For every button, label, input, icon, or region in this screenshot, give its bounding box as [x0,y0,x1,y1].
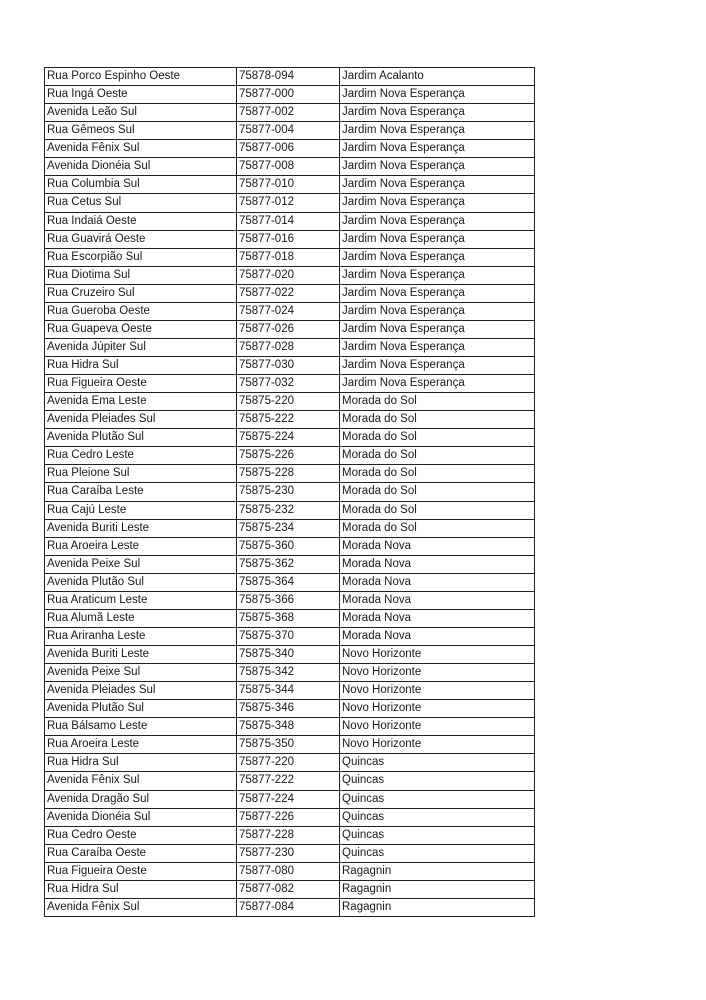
table-row [45,790,535,808]
neighborhood-cell: Jardim Nova Esperança [340,176,535,194]
neighborhood-cell: Jardim Nova Esperança [340,302,535,320]
street-cell: Rua Caraíba Leste [45,483,237,501]
cep-cell: 75877-004 [237,122,340,140]
cep-cell: 75877-002 [237,104,340,122]
cep-cell: 75878-094 [237,68,340,86]
neighborhood-cell: Quincas [340,808,535,826]
table-row [45,104,535,122]
street-cell: Avenida Fênix Sul [45,898,237,916]
neighborhood-cell: Morada Nova [340,627,535,645]
table-row [45,68,535,86]
cep-cell: 75877-230 [237,844,340,862]
cep-cell: 75877-000 [237,86,340,104]
neighborhood-cell: Morada do Sol [340,501,535,519]
cep-cell: 75875-222 [237,411,340,429]
neighborhood-cell: Novo Horizonte [340,700,535,718]
street-cell: Rua Gueroba Oeste [45,302,237,320]
street-cell: Rua Hidra Sul [45,754,237,772]
street-cell: Rua Guapeva Oeste [45,320,237,338]
neighborhood-cell: Morada Nova [340,537,535,555]
cep-cell: 75877-222 [237,772,340,790]
table-row [45,302,535,320]
street-cell: Rua Gêmeos Sul [45,122,237,140]
cep-cell: 75875-226 [237,447,340,465]
street-cell: Rua Porco Espinho Oeste [45,68,237,86]
neighborhood-cell: Morada Nova [340,573,535,591]
street-cell: Rua Cajú Leste [45,501,237,519]
neighborhood-cell: Morada do Sol [340,447,535,465]
street-cell: Rua Bálsamo Leste [45,718,237,736]
neighborhood-cell: Novo Horizonte [340,682,535,700]
cep-cell: 75877-008 [237,158,340,176]
neighborhood-cell: Jardim Nova Esperança [340,86,535,104]
table-row [45,880,535,898]
street-cell: Avenida Plutão Sul [45,573,237,591]
street-cell: Rua Hidra Sul [45,880,237,898]
neighborhood-cell: Jardim Nova Esperança [340,320,535,338]
cep-cell: 75875-224 [237,429,340,447]
table-row [45,501,535,519]
cep-cell: 75875-368 [237,609,340,627]
table-row [45,158,535,176]
table-row [45,284,535,302]
street-cell: Avenida Pleiades Sul [45,411,237,429]
table-row [45,338,535,356]
cep-cell: 75875-362 [237,555,340,573]
cep-cell: 75875-348 [237,718,340,736]
street-cell: Avenida Dragão Sul [45,790,237,808]
street-cell: Avenida Fênix Sul [45,140,237,158]
cep-cell: 75875-364 [237,573,340,591]
street-cell: Rua Aroeira Leste [45,537,237,555]
neighborhood-cell: Jardim Nova Esperança [340,357,535,375]
cep-cell: 75875-220 [237,393,340,411]
street-cell: Avenida Plutão Sul [45,429,237,447]
neighborhood-cell: Jardim Nova Esperança [340,122,535,140]
table-row [45,212,535,230]
neighborhood-cell: Novo Horizonte [340,646,535,664]
neighborhood-cell: Jardim Acalanto [340,68,535,86]
street-cell: Rua Ariranha Leste [45,627,237,645]
table-row [45,844,535,862]
neighborhood-cell: Quincas [340,754,535,772]
neighborhood-cell: Morada Nova [340,591,535,609]
table-row [45,754,535,772]
table-row [45,266,535,284]
table-row [45,483,535,501]
neighborhood-cell: Jardim Nova Esperança [340,230,535,248]
cep-cell: 75875-342 [237,664,340,682]
cep-cell: 75875-346 [237,700,340,718]
table-row [45,609,535,627]
street-cell: Rua Cedro Oeste [45,826,237,844]
table-row [45,230,535,248]
table-row [45,682,535,700]
cep-cell: 75877-080 [237,862,340,880]
table-row [45,808,535,826]
neighborhood-cell: Jardim Nova Esperança [340,194,535,212]
table-row [45,465,535,483]
cep-cell: 75875-234 [237,519,340,537]
table-row [45,591,535,609]
street-cell: Avenida Ema Leste [45,393,237,411]
address-table-body [45,68,535,917]
street-cell: Rua Caraíba Oeste [45,844,237,862]
table-row [45,429,535,447]
street-cell: Rua Hidra Sul [45,357,237,375]
cep-cell: 75875-360 [237,537,340,555]
street-cell: Avenida Buriti Leste [45,646,237,664]
cep-cell: 75877-228 [237,826,340,844]
cep-cell: 75875-370 [237,627,340,645]
cep-cell: 75875-228 [237,465,340,483]
table-row [45,122,535,140]
cep-cell: 75875-344 [237,682,340,700]
cep-cell: 75877-084 [237,898,340,916]
neighborhood-cell: Morada do Sol [340,411,535,429]
street-cell: Avenida Plutão Sul [45,700,237,718]
street-cell: Rua Ingá Oeste [45,86,237,104]
table-row [45,826,535,844]
cep-cell: 75877-026 [237,320,340,338]
table-row [45,898,535,916]
street-cell: Rua Guavirá Oeste [45,230,237,248]
cep-cell: 75875-232 [237,501,340,519]
cep-cell: 75877-028 [237,338,340,356]
street-cell: Avenida Peixe Sul [45,555,237,573]
neighborhood-cell: Jardim Nova Esperança [340,266,535,284]
neighborhood-cell: Ragagnin [340,880,535,898]
street-cell: Rua Columbia Sul [45,176,237,194]
table-row [45,700,535,718]
table-row [45,772,535,790]
street-cell: Rua Araticum Leste [45,591,237,609]
street-cell: Avenida Buriti Leste [45,519,237,537]
neighborhood-cell: Morada Nova [340,609,535,627]
table-row [45,140,535,158]
cep-cell: 75875-230 [237,483,340,501]
street-cell: Avenida Júpiter Sul [45,338,237,356]
street-cell: Rua Cruzeiro Sul [45,284,237,302]
table-row [45,537,535,555]
neighborhood-cell: Jardim Nova Esperança [340,284,535,302]
table-row [45,86,535,104]
cep-cell: 75877-012 [237,194,340,212]
cep-cell: 75875-366 [237,591,340,609]
neighborhood-cell: Novo Horizonte [340,736,535,754]
neighborhood-cell: Ragagnin [340,862,535,880]
table-row [45,447,535,465]
neighborhood-cell: Morada do Sol [340,393,535,411]
street-cell: Rua Pleione Sul [45,465,237,483]
street-cell: Rua Indaiá Oeste [45,212,237,230]
table-row [45,664,535,682]
table-row [45,736,535,754]
street-cell: Avenida Dionéia Sul [45,808,237,826]
neighborhood-cell: Jardim Nova Esperança [340,104,535,122]
table-row [45,573,535,591]
neighborhood-cell: Quincas [340,826,535,844]
cep-cell: 75877-032 [237,375,340,393]
neighborhood-cell: Morada do Sol [340,483,535,501]
table-row [45,248,535,266]
neighborhood-cell: Jardim Nova Esperança [340,212,535,230]
street-cell: Rua Escorpião Sul [45,248,237,266]
street-cell: Avenida Fênix Sul [45,772,237,790]
street-cell: Avenida Peixe Sul [45,664,237,682]
neighborhood-cell: Morada do Sol [340,465,535,483]
cep-cell: 75877-018 [237,248,340,266]
neighborhood-cell: Jardim Nova Esperança [340,375,535,393]
address-table [44,67,535,917]
neighborhood-cell: Morada do Sol [340,429,535,447]
cep-cell: 75877-224 [237,790,340,808]
cep-cell: 75875-340 [237,646,340,664]
street-cell: Rua Alumã Leste [45,609,237,627]
neighborhood-cell: Jardim Nova Esperança [340,158,535,176]
cep-cell: 75877-016 [237,230,340,248]
neighborhood-cell: Morada do Sol [340,519,535,537]
street-cell: Rua Aroeira Leste [45,736,237,754]
neighborhood-cell: Morada Nova [340,555,535,573]
table-row [45,320,535,338]
cep-cell: 75877-220 [237,754,340,772]
neighborhood-cell: Novo Horizonte [340,718,535,736]
table-row [45,862,535,880]
table-row [45,375,535,393]
cep-cell: 75877-010 [237,176,340,194]
cep-cell: 75877-006 [237,140,340,158]
street-cell: Rua Cedro Leste [45,447,237,465]
street-cell: Rua Diotima Sul [45,266,237,284]
neighborhood-cell: Ragagnin [340,898,535,916]
neighborhood-cell: Quincas [340,844,535,862]
neighborhood-cell: Jardim Nova Esperança [340,248,535,266]
cep-cell: 75877-022 [237,284,340,302]
table-row [45,194,535,212]
street-cell: Rua Cetus Sul [45,194,237,212]
neighborhood-cell: Novo Horizonte [340,664,535,682]
table-row [45,411,535,429]
neighborhood-cell: Quincas [340,790,535,808]
neighborhood-cell: Jardim Nova Esperança [340,140,535,158]
cep-cell: 75877-226 [237,808,340,826]
table-row [45,176,535,194]
table-row [45,519,535,537]
cep-cell: 75877-030 [237,357,340,375]
cep-cell: 75877-020 [237,266,340,284]
street-cell: Avenida Leão Sul [45,104,237,122]
neighborhood-cell: Quincas [340,772,535,790]
cep-cell: 75877-082 [237,880,340,898]
cep-cell: 75877-024 [237,302,340,320]
table-row [45,555,535,573]
table-row [45,718,535,736]
street-cell: Rua Figueira Oeste [45,375,237,393]
table-row [45,357,535,375]
table-row [45,393,535,411]
cep-cell: 75875-350 [237,736,340,754]
street-cell: Avenida Pleiades Sul [45,682,237,700]
street-cell: Rua Figueira Oeste [45,862,237,880]
table-row [45,627,535,645]
table-row [45,646,535,664]
neighborhood-cell: Jardim Nova Esperança [340,338,535,356]
cep-cell: 75877-014 [237,212,340,230]
street-cell: Avenida Dionéia Sul [45,158,237,176]
